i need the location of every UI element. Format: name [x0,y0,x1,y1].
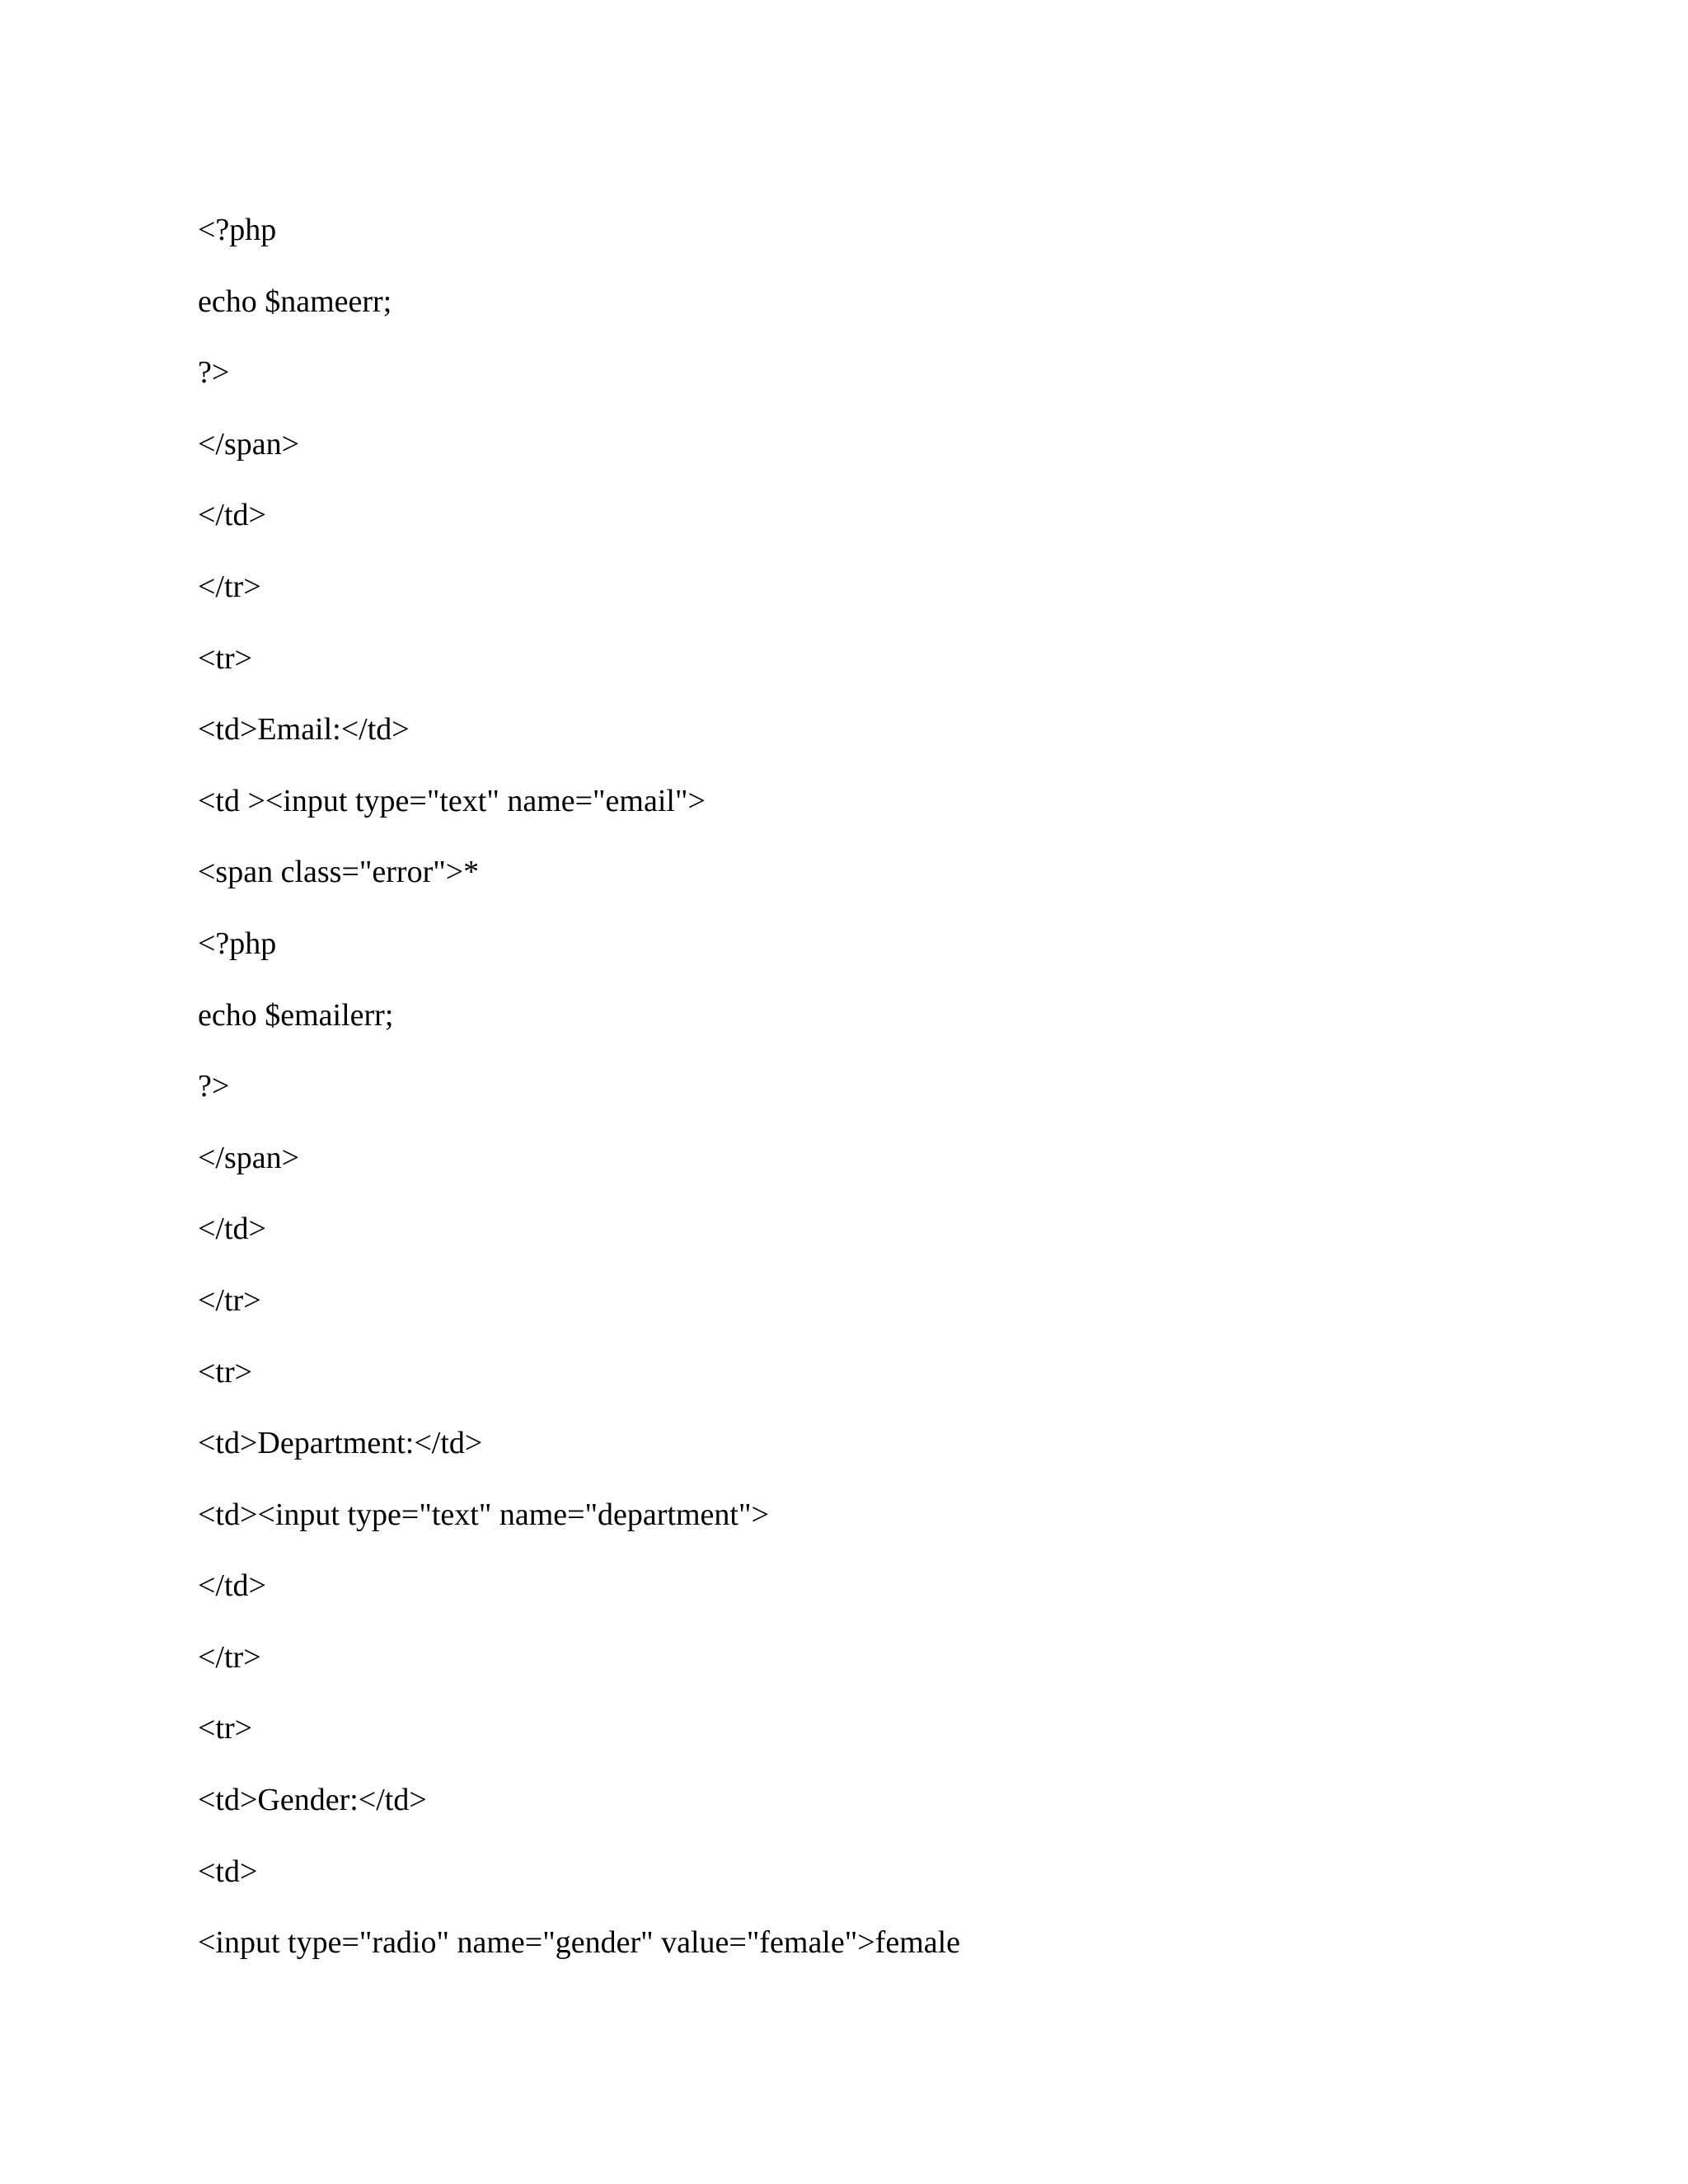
code-line: ?> [198,1069,230,1104]
code-line: <input type="radio" name="gender" value="female">female [198,1925,961,1961]
code-line: </tr> [198,569,261,604]
code-line: echo $nameerr; [198,284,392,319]
code-line: echo $emailerr; [198,997,394,1033]
code-line: <?php [198,213,277,247]
code-line: <tr> [198,1711,253,1746]
code-line: <tr> [198,640,253,676]
code-line: </td> [198,1568,266,1604]
code-line: </tr> [198,1639,261,1675]
code-line: <?php [198,926,277,961]
code-line: </td> [198,498,266,533]
code-line: </td> [198,1212,266,1247]
code-line: <td>Gender:</td> [198,1783,427,1818]
code-line: <tr> [198,1354,253,1390]
code-line: <td> [198,1854,258,1889]
code-line: </tr> [198,1282,261,1318]
code-listing [198,194,960,1979]
code-line: <td><input type="text" name="department"> [198,1497,769,1532]
code-line: <span class="error">* [198,855,480,890]
code-line: <td>Department:</td> [198,1426,483,1461]
code-line: </span> [198,1140,300,1175]
code-line: <td ><input type="text" name="email"> [198,783,706,818]
code-line: <td>Email:</td> [198,712,410,748]
code-line: ?> [198,355,230,391]
code-line: </span> [198,426,300,462]
